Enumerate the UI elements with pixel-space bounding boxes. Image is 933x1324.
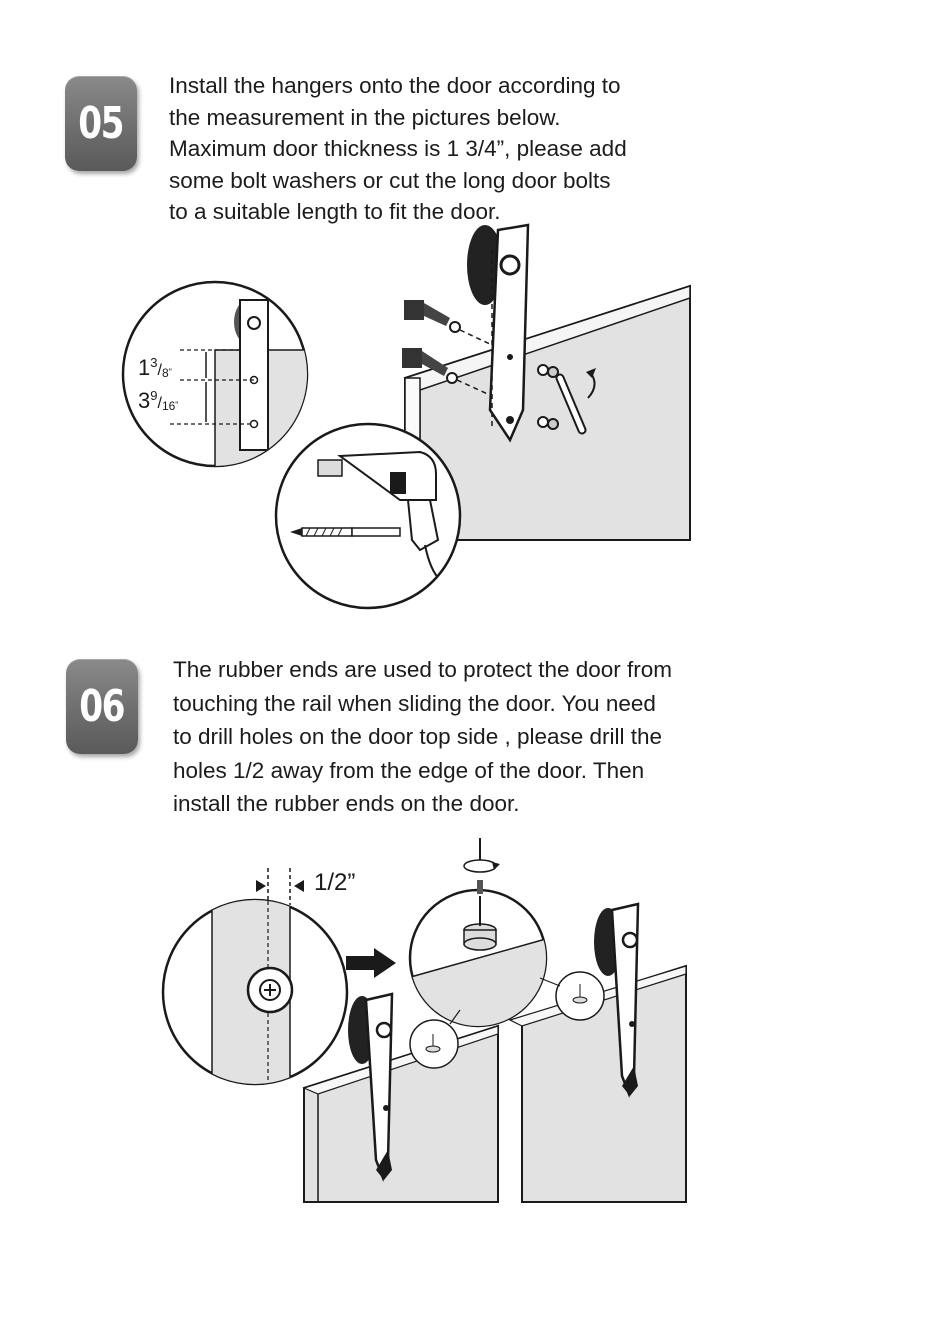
step-06-line: install the rubber ends on the door. bbox=[173, 791, 520, 816]
rubber-end-icon bbox=[400, 838, 560, 1040]
measure-bottom-unit: " bbox=[175, 400, 179, 410]
svg-text:39/16": $3^9_/16$" bbox=[138, 388, 179, 413]
svg-text:13/8": $1^3_/8$" bbox=[138, 355, 172, 380]
measure-bottom-num: 9 bbox=[150, 388, 158, 403]
step-05-line: Install the hangers onto the door according to bbox=[169, 73, 621, 98]
measure-top-unit: " bbox=[168, 367, 172, 377]
step-05-line: some bolt washers or cut the long door bolts bbox=[169, 167, 611, 193]
measure-top-num: 3 bbox=[150, 355, 158, 370]
edge-distance-dimension bbox=[256, 868, 355, 905]
edge-distance-label: 1/2” bbox=[314, 869, 356, 896]
measure-top-den: 8 bbox=[161, 366, 169, 380]
step-06-line: touching the rail when sliding the door. You need bbox=[173, 690, 656, 716]
step-05-line: the measurement in the pictures below. bbox=[169, 104, 561, 130]
measure-bottom-den: 16 bbox=[161, 399, 176, 413]
step-05-line: Maximum door thickness is 1 3/4”, please add bbox=[169, 136, 627, 161]
hole-detail bbox=[163, 880, 347, 1100]
step-05-number: 05 bbox=[78, 98, 124, 149]
step-06-line: The rubber ends are used to protect the door from bbox=[173, 657, 673, 682]
step-05-line: to a suitable length to fit the door. bbox=[169, 199, 501, 224]
arrow-right-icon bbox=[346, 948, 396, 978]
step-06-line: to drill holes on the door top side , please drill the bbox=[173, 724, 663, 749]
measure-bottom-whole: 3 bbox=[138, 388, 151, 413]
measure-top-whole: 1 bbox=[138, 355, 151, 380]
step-06-line: holes 1/2 away from the edge of the door. Then bbox=[173, 757, 645, 783]
step-06-number: 06 bbox=[79, 681, 125, 732]
